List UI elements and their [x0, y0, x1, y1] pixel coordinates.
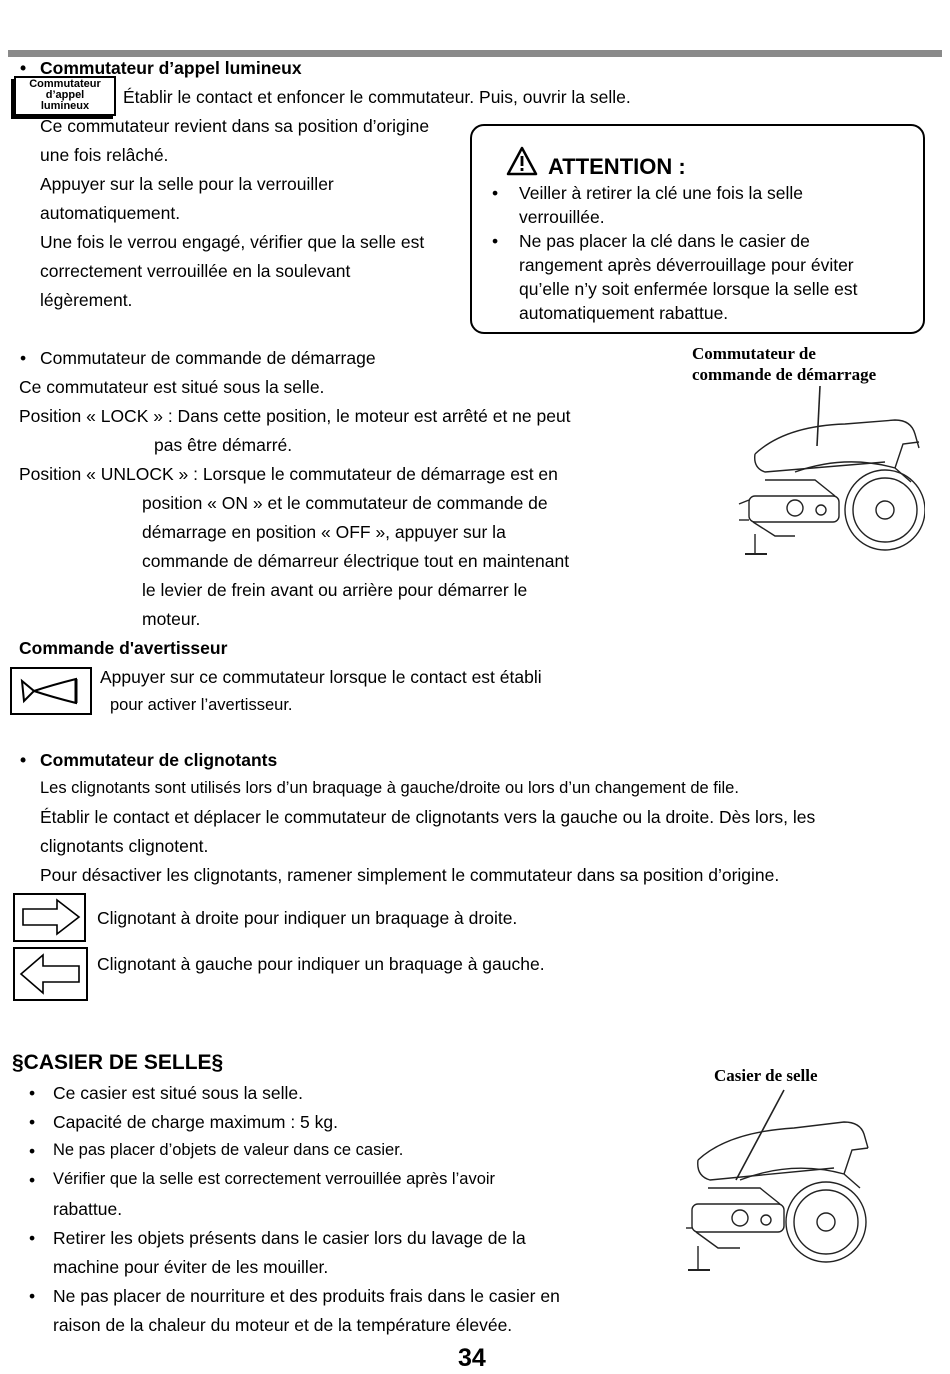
text-line: pas être démarré.	[154, 435, 293, 455]
text-line: le levier de frein avant ou arrière pour démarrer le	[142, 580, 528, 600]
horn-icon	[12, 669, 90, 713]
bullet: •	[29, 1112, 36, 1132]
section-title: Commutateur de commande de démarrage	[40, 348, 376, 368]
section-heading: §CASIER DE SELLE§	[12, 1051, 224, 1074]
figure-caption: commande de démarrage	[692, 365, 877, 384]
bullet: •	[20, 58, 27, 78]
list-item: Vérifier que la selle est correctement verrouillée après l’avoir	[53, 1170, 496, 1188]
attention-line: automatiquement rabattue.	[519, 303, 729, 323]
list-item: Ne pas placer d’objets de valeur dans ce casier.	[53, 1141, 404, 1159]
text-line: Appuyer sur ce commutateur lorsque le contact est établi	[100, 667, 542, 687]
text-line: Une fois le verrou engagé, vérifier que la selle est	[40, 232, 425, 252]
attention-line: verrouillée.	[519, 207, 605, 227]
figure-caption: Casier de selle	[714, 1066, 818, 1085]
list-item: rabattue.	[53, 1199, 123, 1219]
text-line: démarrage en position « OFF », appuyer sur la	[142, 522, 506, 542]
text-line: Pour désactiver les clignotants, ramener simplement le commutateur dans sa position d’origine.	[40, 865, 780, 885]
text-line: Établir le contact et déplacer le commutateur de clignotants vers la gauche ou la droite. Dès lors, les	[40, 807, 816, 827]
bullet: •	[29, 1170, 36, 1190]
text-line: Ce commutateur revient dans sa position d’origine	[40, 116, 430, 136]
right-arrow-icon	[15, 895, 84, 940]
text-line: Ce commutateur est situé sous la selle.	[19, 377, 325, 397]
text-line: Position « UNLOCK » : Lorsque le commutateur de démarrage est en	[19, 464, 558, 484]
bullet: •	[29, 1083, 36, 1103]
text-line: une fois relâché.	[40, 145, 169, 165]
figure-caption: Commutateur de	[692, 344, 816, 363]
text-line: automatiquement.	[40, 203, 181, 223]
bullet: •	[29, 1286, 36, 1306]
warning-triangle-icon	[506, 146, 538, 176]
bullet: •	[20, 750, 27, 770]
text-line: légèrement.	[40, 290, 133, 310]
text-line: moteur.	[142, 609, 201, 629]
scooter-start-switch-illustration	[735, 384, 925, 568]
label-line: d’appel	[45, 89, 85, 101]
label-line: Commutateur	[29, 78, 101, 90]
attention-line: qu’elle n’y soit enfermée lorsque la selle est	[519, 279, 858, 299]
attention-line: rangement après déverrouillage pour éviter	[519, 255, 854, 275]
page-number: 34	[458, 1344, 486, 1372]
left-arrow-icon	[15, 949, 86, 999]
text-line: correctement verrouillée en la soulevant	[40, 261, 351, 281]
scooter-seat-compartment-illustration	[684, 1088, 874, 1278]
bullet: •	[29, 1228, 36, 1248]
text-line: Les clignotants sont utilisés lors d’un braquage à gauche/droite ou lors d’un changement de file.	[40, 779, 739, 797]
bullet: •	[492, 231, 499, 251]
bullet: •	[20, 348, 27, 368]
attention-title: ATTENTION :	[548, 154, 686, 179]
list-item: raison de la chaleur du moteur et de la température élevée.	[53, 1315, 513, 1335]
bullet: •	[492, 183, 499, 203]
list-item: Ne pas placer de nourriture et des produits frais dans le casier en	[53, 1286, 560, 1306]
text-line: position « ON » et le commutateur de commande de	[142, 493, 548, 513]
label-line: lumineux	[40, 100, 90, 112]
text-line: Appuyer sur la selle pour la verrouiller	[40, 174, 334, 194]
attention-line: Veiller à retirer la clé une fois la selle	[519, 183, 804, 203]
text-line: clignotants clignotent.	[40, 836, 209, 856]
headlight-switch-label-box	[14, 76, 116, 116]
text-line: Clignotant à droite pour indiquer un braquage à droite.	[97, 908, 518, 928]
text-line: Établir le contact et enfoncer le commutateur. Puis, ouvrir la selle.	[123, 87, 631, 107]
list-item: machine pour éviter de les mouiller.	[53, 1257, 329, 1277]
text-line: Clignotant à gauche pour indiquer un braquage à gauche.	[97, 954, 545, 974]
bullet: •	[29, 1141, 36, 1161]
list-item: Capacité de charge maximum : 5 kg.	[53, 1112, 338, 1132]
left-arrow-icon-box	[13, 947, 88, 1001]
section-title: Commande d'avertisseur	[19, 638, 228, 658]
text-line: commande de démarreur électrique tout en maintenant	[142, 551, 570, 571]
section-title: Commutateur de clignotants	[40, 750, 278, 770]
list-item: Retirer les objets présents dans le casier lors du lavage de la	[53, 1228, 526, 1248]
text-line: pour activer l’avertisseur.	[110, 696, 293, 714]
section-title: Commutateur d’appel lumineux	[40, 58, 302, 78]
text-line: Position « LOCK » : Dans cette position, le moteur est arrêté et ne peut	[19, 406, 571, 426]
right-arrow-icon-box	[13, 893, 86, 942]
attention-box	[470, 124, 925, 334]
attention-line: Ne pas placer la clé dans le casier de	[519, 231, 810, 251]
list-item: Ce casier est situé sous la selle.	[53, 1083, 303, 1103]
horn-icon-box	[10, 667, 92, 715]
header-rule	[8, 50, 942, 57]
